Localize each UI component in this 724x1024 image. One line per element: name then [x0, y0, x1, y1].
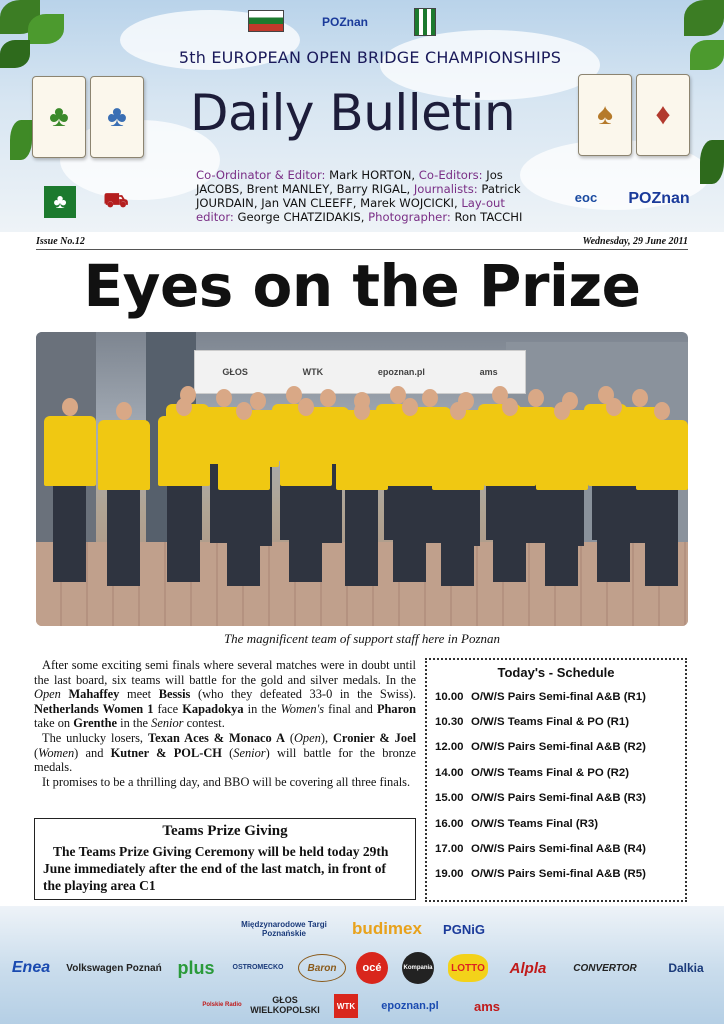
credits	[196, 168, 536, 224]
article-paragraph	[34, 731, 416, 775]
member-shirt	[44, 416, 96, 486]
member-head	[116, 402, 132, 420]
member-legs	[645, 490, 678, 586]
member-head	[402, 398, 418, 416]
credit-name: Mark HORTON,	[325, 168, 419, 182]
text-run: contest.	[183, 716, 225, 731]
member-head	[298, 398, 314, 416]
text-run: take on	[34, 716, 74, 731]
sponsor-logo: océ	[356, 952, 388, 984]
text-run: (	[221, 745, 234, 760]
card-leaf-icon: ♠	[578, 74, 632, 156]
sponsor-logo: LOTTO	[448, 954, 488, 982]
card-club-icon: ♣	[32, 76, 86, 158]
sponsor-logo: GŁOS WIELKOPOLSKI	[250, 995, 320, 1015]
member-head	[632, 389, 648, 407]
leaf-decoration	[700, 140, 724, 184]
schedule-row	[427, 735, 685, 760]
member-head	[422, 389, 438, 407]
schedule-row	[427, 836, 685, 861]
credit-name: George CHATZIDAKIS,	[233, 210, 369, 224]
article-paragraph	[34, 658, 416, 731]
italic-run: Women	[38, 745, 75, 760]
member-legs	[345, 490, 378, 586]
member-legs	[545, 490, 578, 586]
cart-logo-icon: ⛟	[103, 189, 129, 212]
bold-run: Pharon	[376, 701, 416, 716]
sponsor-logo: OSTROMECKO	[232, 963, 284, 971]
sponsor-logo: WTK	[334, 994, 358, 1018]
bold-run: Texan Aces & Monaco A	[147, 730, 285, 745]
leaf-decoration	[684, 0, 724, 36]
text-run: meet	[119, 687, 159, 702]
member-legs	[289, 486, 322, 582]
italic-run: Open	[293, 730, 321, 745]
member-head	[176, 398, 192, 416]
schedule-time: 10.00	[435, 690, 464, 703]
credit-name: Patrick JOURDAIN, Jan VAN CLEEFF, Marek WOJCICKI,	[196, 182, 521, 210]
schedule-time: 17.00	[435, 843, 464, 856]
italic-run: Open	[34, 687, 61, 702]
prize-giving-title: Teams Prize Giving	[162, 823, 288, 839]
bold-run: Cronier & Joel	[332, 730, 417, 745]
text-run: final and	[324, 701, 377, 716]
member-head	[554, 402, 570, 420]
bold-run: Netherlands Women 1	[34, 701, 154, 716]
schedule-row	[427, 760, 685, 785]
member-legs	[493, 486, 526, 582]
member-head	[250, 392, 266, 410]
banner-item: WTK	[302, 367, 324, 377]
sponsor-logo: Kompania	[402, 952, 434, 984]
member-shirt	[384, 416, 436, 486]
schedule-row	[427, 684, 685, 709]
member-shirt	[536, 420, 588, 490]
credit-role: Co-Ordinator & Editor:	[196, 168, 326, 182]
prize-giving-box	[34, 818, 416, 900]
issue-date: Wednesday, 29 June 2011	[582, 236, 688, 247]
member-head	[450, 402, 466, 420]
italic-run: Women's	[280, 701, 325, 716]
member-head	[354, 402, 370, 420]
schedule-box	[425, 658, 687, 902]
event-title: 5th EUROPEAN OPEN BRIDGE CHAMPIONSHIPS	[178, 48, 562, 67]
member-head	[502, 398, 518, 416]
text-run: ),	[320, 730, 333, 745]
member-head	[62, 398, 78, 416]
sponsor-logo: CONVERTOR	[573, 962, 637, 974]
schedule-row	[427, 786, 685, 811]
sponsor-logo: plus	[177, 957, 215, 978]
member-legs	[441, 490, 474, 586]
member-legs	[107, 490, 140, 586]
credit-name: Ron TACCHI	[450, 210, 523, 224]
schedule-time: 16.00	[435, 817, 464, 830]
sponsor-banner	[194, 350, 526, 394]
schedule-event: O/W/S Teams Final & PO (R2)	[471, 766, 630, 779]
schedule-time: 15.00	[435, 792, 464, 805]
schedule-time: 10.30	[435, 716, 464, 729]
sponsor-logo: Alpla	[509, 959, 547, 977]
schedule-event: O/W/S Pairs Semi-final A&B (R1)	[471, 690, 646, 703]
bold-run: Grenthe	[73, 716, 118, 731]
club-logo-icon: ♣	[44, 186, 76, 218]
poznan-top-logo: POZnan	[321, 15, 368, 29]
schedule-event: O/W/S Pairs Semi-final A&B (R2)	[471, 741, 646, 754]
member-shirt	[484, 416, 536, 486]
member-head	[528, 389, 544, 407]
schedule-event: O/W/S Teams Final & PO (R1)	[471, 716, 630, 729]
text-run: face	[153, 701, 183, 716]
issue-number: Issue No.12	[36, 236, 85, 247]
member-legs	[393, 486, 426, 582]
sponsor-logo: Polskie Radio	[202, 1002, 242, 1008]
card-diamond-icon: ♦	[636, 74, 690, 156]
member-shirt	[158, 416, 210, 486]
banner-item: ams	[479, 367, 498, 377]
schedule-time: 14.00	[435, 766, 464, 779]
banner-item: epoznan.pl	[377, 367, 425, 377]
member-legs	[597, 486, 630, 582]
text-run: (	[284, 730, 294, 745]
schedule-time: 12.00	[435, 741, 464, 754]
sponsor-logo: budimex	[352, 919, 422, 938]
sponsor-logo: Dalkia	[668, 961, 704, 975]
member-head	[216, 389, 232, 407]
text-run: (	[34, 745, 39, 760]
credit-role: Lay-out editor:	[196, 196, 505, 224]
card-club-icon: ♣	[90, 76, 144, 158]
schedule-row	[427, 811, 685, 836]
sponsor-logo: Volkswagen Poznań	[66, 962, 162, 974]
photo-caption: The magnificent team of support staff here in Poznan	[223, 631, 501, 646]
member-shirt	[432, 420, 484, 490]
bold-run: Bessis	[158, 687, 191, 702]
schedule-event: O/W/S Teams Final (R3)	[471, 817, 599, 830]
member-head	[654, 402, 670, 420]
text-run: ) will battle for the bronze medals.	[34, 745, 416, 775]
masthead	[0, 0, 724, 232]
sponsor-logo: PGNiG	[443, 921, 485, 937]
sponsor-logo: Międzynarodowe Targi Poznańskie	[241, 920, 327, 938]
credit-name: Jos JACOBS, Brent MANLEY, Barry RIGAL,	[196, 168, 503, 196]
bold-run: Mahaffey	[68, 687, 120, 702]
italic-run: Senior	[151, 716, 184, 731]
member-head	[236, 402, 252, 420]
article-paragraph	[34, 775, 416, 790]
member-shirt	[98, 420, 150, 490]
leaf-decoration	[10, 120, 32, 160]
text-run: It promises to be a thrilling day, and BBO will be covering all three finals.	[42, 774, 411, 789]
headline: Eyes on the Prize	[83, 252, 641, 320]
sponsor-logo: epoznan.pl	[381, 1000, 439, 1012]
sponsor-footer	[0, 906, 724, 1024]
member-legs	[167, 486, 200, 582]
credit-role: Photographer:	[368, 210, 451, 224]
sponsor-logo: Enea	[11, 959, 51, 976]
member-legs	[53, 486, 86, 582]
member-legs	[227, 490, 260, 586]
member-head	[606, 398, 622, 416]
credit-role: Co-Editors:	[418, 168, 483, 182]
banner-item: GŁOS	[222, 367, 248, 377]
schedule-event: O/W/S Pairs Semi-final A&B (R5)	[471, 868, 646, 881]
member-shirt	[218, 420, 270, 490]
member-shirt	[636, 420, 688, 490]
team-photo	[36, 332, 688, 626]
article	[34, 658, 416, 789]
prize-giving-text: The Teams Prize Giving Ceremony will be held today 29th June immediately after the end of the last match, in front of the playing area C1	[43, 844, 389, 893]
sponsor-logo: Baron	[298, 954, 346, 982]
schedule-event: O/W/S Pairs Semi-final A&B (R3)	[471, 792, 646, 805]
flag-icon	[248, 10, 284, 32]
eoc-logo: eoc	[574, 189, 598, 205]
member-shirt	[280, 416, 332, 486]
schedule-row	[427, 709, 685, 734]
bold-run: Kapadokya	[182, 701, 244, 716]
bulletin-title: Daily Bulletin	[190, 84, 516, 142]
text-run: in the	[243, 701, 281, 716]
text-run: in the	[117, 716, 152, 731]
italic-run: Senior	[233, 745, 266, 760]
credit-role: Journalists:	[413, 182, 478, 196]
member-shirt	[588, 416, 640, 486]
issue-line	[36, 236, 688, 250]
member-head	[320, 389, 336, 407]
emblem-icon	[414, 8, 436, 36]
leaf-decoration	[28, 14, 64, 44]
text-run: (who they defeated 33-0 in the Swiss).	[190, 687, 416, 702]
sponsor-logo: ams	[473, 998, 501, 1014]
leaf-decoration	[0, 40, 30, 68]
leaf-decoration	[690, 40, 724, 70]
text-run: The unlucky losers,	[42, 730, 148, 745]
poznan-logo: POZnan	[628, 190, 690, 207]
schedule-row	[427, 862, 685, 887]
schedule-time: 19.00	[435, 868, 464, 881]
member-shirt	[336, 420, 388, 490]
text-run: ) and	[74, 745, 111, 760]
schedule-event: O/W/S Pairs Semi-final A&B (R4)	[471, 843, 646, 856]
bold-run: Kutner & POL-CH	[110, 745, 222, 760]
text-run: After some exciting semi finals where several matches were in doubt until the last board, six teams will battle for the gold and silver medals. In the	[34, 658, 416, 687]
schedule-title: Today's - Schedule	[497, 665, 615, 680]
